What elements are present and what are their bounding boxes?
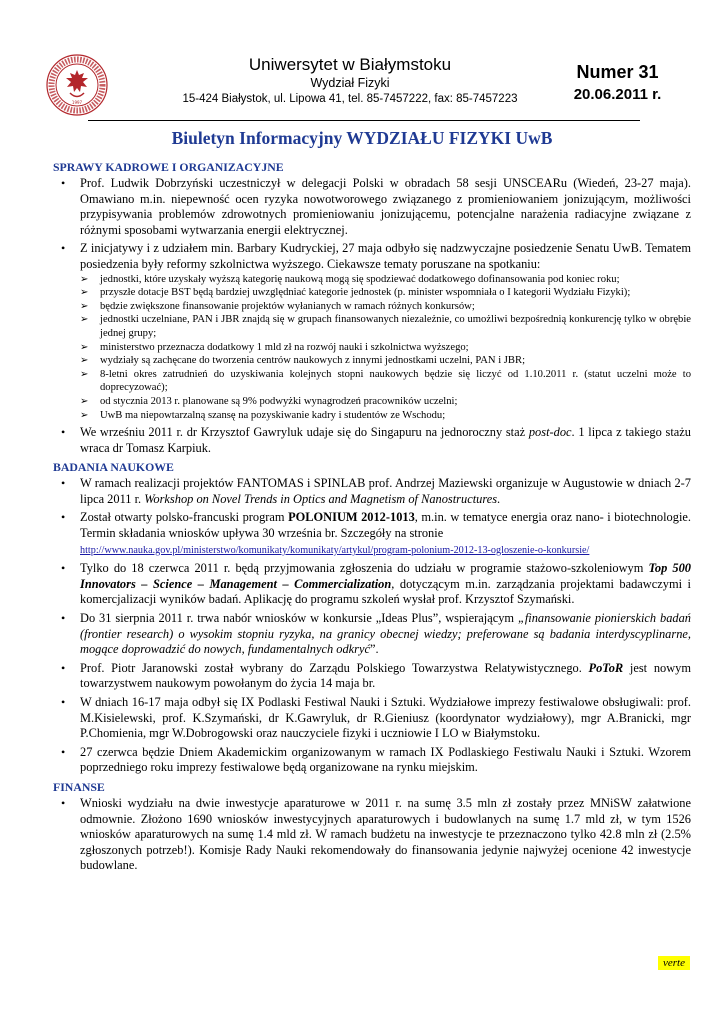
item-emphasis: post-doc <box>528 425 572 440</box>
kadrowe-list <box>53 176 691 456</box>
sub-list-item: ➢ jednostki, które uzyskały wyższą kategorię naukową mogą się spodziewać dodatkowego dofinansowania pod koniec roku; <box>80 273 691 287</box>
list-item <box>53 510 691 558</box>
quote-text: „finansowanie pionierskich badań (frontier research) o wysokim stopniu ryzyka, na granicy obecnej wiedzy; preferowane są badania interdyscyplinarne, mogące doprowadzić do nowych, fundamentalnych odkryć <box>80 611 691 657</box>
item-text: . <box>497 491 501 506</box>
item-text: 27 czerwca będzie Dniem Akademickim organizowanym w ramach IX Podlaskiego Festiwalu Nauki i Sztuki. Wzorem poprzedniego roku imprezy festiwalowe będą organizowane na rynku miejskim. <box>80 744 691 775</box>
item-text: . 1 lipca z takiego stażu wraca dr Tomasz Karpiuk. <box>80 425 691 455</box>
polonium-link[interactable]: http://www.nauka.gov.pl/ministerstwo/komunikaty/komunikaty/artykul/program-polonium-2012-13-ogloszenie-o-konkursie/ <box>80 544 590 556</box>
item-text: Prof. Ludwik Dobrzyński uczestniczył w delegacji Polski w obradach 58 sesji UNSCEARu (Wiedeń, 23-27 maja). Omawiano m.in. niepewność ocen ryzyka nowotworowego związanego z promieniowaniem jonizującym, możliwości przypisywania problemów zdrowotnych promieniowaniu jonizującemu, potencjalne narażenia radiacyjne związane z różnymi sposobami wytwarzania energii elektrycznej. <box>80 176 691 237</box>
society-acronym: PoToR <box>588 660 624 675</box>
seal-year: 1997 <box>71 100 83 105</box>
item-text: Tylko do 18 czerwca 2011 r. będą przyjmowania zgłoszenia do udziału w programie stażowo-szkoleniowym <box>80 561 649 576</box>
university-name: Uniwersytet w Białymstoku <box>248 55 452 74</box>
list-item <box>53 425 691 456</box>
faculty-name: Wydział Fizyki <box>310 76 390 90</box>
header-divider <box>88 120 640 121</box>
item-text: ”. <box>369 642 379 657</box>
sub-list-item: ➢ jednostki uczelniane, PAN i JBR znajdą się w grupach finansowanych niezależnie, co umożliwi bezpośrednią konkurencję tylko w obrębie jednej grupy; <box>80 313 691 340</box>
list-item <box>53 176 691 238</box>
sub-list-item: ➢ przyszłe dotacje BST będą bardziej uwzględniać kategorie jednostek (p. minister wspomniała o I kategorii Wydziału Fizyki); <box>80 286 691 300</box>
badania-list <box>53 476 691 776</box>
sub-list-item: ➢ od stycznia 2013 r. planowane są 9% podwyżki wynagrodzeń pracowników uczelni; <box>80 395 691 409</box>
list-item <box>53 561 691 608</box>
item-text: , m.in. w tematyce energia oraz nano- i biotechnologie. Termin składania wniosków upływa 30 września br. Szczegóły na stronie <box>80 510 691 541</box>
item-text: W dniach 16-17 maja odbył się IX Podlaski Festiwal Nauki i Sztuki. Wydziałowe imprezy festiwalowe obsługiwali: prof. M.Kisielewski, prof. K.Szymański, dr K.Gawryluk, dr R.Gieniusz (koordynator wydziałowy), mgr A.Branicki, mgr P.Chomienia, mgr W.Dobrogowski oraz nauczyciele fizyki i uczniowie I LO w Białymstoku. <box>80 695 691 741</box>
item-text: Został otwarty polsko-francuski program <box>80 510 289 525</box>
sub-list-item: ➢ UwB ma niepowtarzalną szansę na pozyskiwanie kadry i studentów ze Wschodu; <box>80 409 691 423</box>
issue-info <box>555 60 680 106</box>
section-title-finanse: FINANSE <box>53 779 105 794</box>
list-item <box>53 745 691 776</box>
sub-list-item: ➢ ministerstwo przeznacza dodatkowy 1 mld zł na rozwój nauki i szkolnictwa wyższego; <box>80 341 691 355</box>
list-item <box>53 611 691 658</box>
university-seal-icon <box>46 54 108 116</box>
bulletin-content <box>53 160 691 877</box>
sub-list-item: ➢ wydziały są zachęcane do tworzenia centrów naukowych z innymi jednostkami uczelni, PAN i JBR; <box>80 354 691 368</box>
header-center <box>140 54 560 108</box>
sub-list-item: ➢ będzie zwiększone finansowanie projektów wyłanianych w ramach różnych konkursów; <box>80 300 691 314</box>
item-text: jest nowym towarzystwem naukowym powołanym do życia 14 maja br. <box>80 660 691 691</box>
bulletin-title: Biuletyn Informacyjny WYDZIAŁU FIZYKI UwB <box>171 128 553 148</box>
faculty-address: 15-424 Białystok, ul. Lipowa 41, tel. 85-7457222, fax: 85-7457223 <box>182 93 518 105</box>
list-item <box>53 661 691 692</box>
item-text: Prof. Piotr Jaranowski został wybrany do Zarządu Polskiego Towarzystwa Relatywistycznego. <box>80 660 589 675</box>
issue-number: Numer 31 <box>576 62 659 82</box>
item-text: Do 31 sierpnia 2011 r. trwa nabór wniosków w konkursie „Ideas Plus”, wspierającym <box>80 611 518 626</box>
list-item <box>53 476 691 507</box>
program-name: Top 500 Innovators – Science – Management – Commercialization <box>80 561 691 591</box>
item-text: We wrześniu 2011 r. dr Krzysztof Gawryluk udaje się do Singapuru na jednoroczny staż <box>80 425 529 440</box>
finanse-list <box>53 796 691 874</box>
item-text: Wnioski wydziału na dwie inwestycje aparaturowe w 2011 r. na sumę 3.5 mln zł zostały przez MNiSW załatwione odmownie. Złożono 1690 wniosków inwestycyjnych aparaturowych i budowlanych na sumę 1.7 mld zł, w tym 1526 wniosków aparaturowych na sumę 1.4 mld zł. W ramach budżetu na inwestycje te przeznaczono tylko 42.8 mln zł (2.5% zgłoszonych potrzeb!). Komisje Rady Nauki rekomendowały do finansowania jedynie najwyżej ocenione 42 inwestycje budowlane. <box>80 795 691 873</box>
item-text: , dotyczącym m.in. zarządzania projektami badawczymi i komercjalizacji wyników badań. Aplikację do programu szkoleń wysłał prof. Krzysztof Szymański. <box>80 576 691 607</box>
issue-date: 20.06.2011 r. <box>573 86 662 103</box>
senat-topics-list <box>80 273 691 423</box>
sub-list-item: ➢ 8-letni okres zatrudnień do uzyskiwania kolejnych stopni naukowych będzie się liczyć od 1.10.2011 r. (statut uczelni może to doprecyzować); <box>80 368 691 395</box>
workshop-title: Workshop on Novel Trends in Optics and Magnetism of Nanostructures <box>144 491 498 506</box>
item-text: Z inicjatywy i z udziałem min. Barbary Kudryckiej, 27 maja odbyło się nadzwyczajne posiedzenie Senatu UwB. Tematem posiedzenia były reformy szkolnictwa wyższego. Ciekawsze tematy poruszane na spotkaniu: <box>80 241 691 271</box>
list-item <box>53 695 691 742</box>
section-title-kadrowe: SPRAWY KADROWE I ORGANIZACYJNE <box>53 160 284 174</box>
item-text: W ramach realizacji projektów FANTOMAS i SPINLAB prof. Andrzej Maziewski organizuje w Augustowie w dniach 2-7 lipca 2011 r. <box>80 476 691 506</box>
program-name: POLONIUM 2012-1013 <box>288 510 415 525</box>
verte-label: verte <box>658 956 690 970</box>
list-item <box>53 241 691 422</box>
list-item <box>53 796 691 874</box>
section-title-badania: BADANIA NAUKOWE <box>53 460 174 475</box>
